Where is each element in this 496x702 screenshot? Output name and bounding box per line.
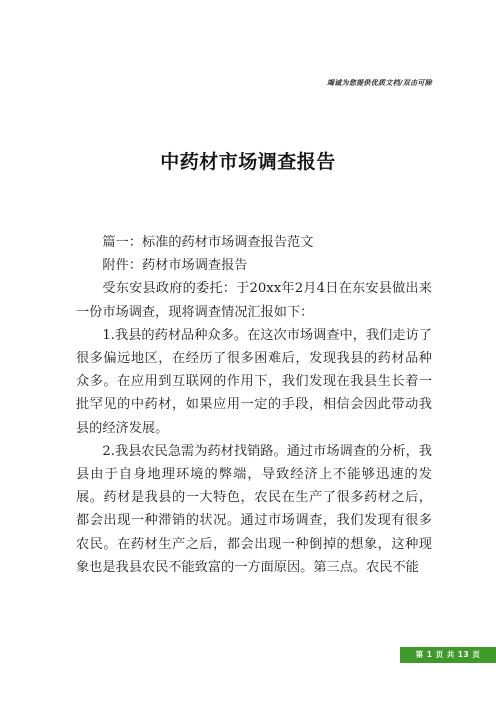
header-note: 竭诚为您提供优质文档/双击可除 xyxy=(326,79,432,87)
paragraph-point-2: 2.我县农民急需为药材找销路。通过市场调查的分析，我县由于自身地理环境的弊端，导致经济上不能够迅速的发展。药材是我县的一大特色，农民在生产了很多药材之后，都会出现一种滞销的状况。通过市场调查，我们发现有很多农民。在药材生产之后，都会出现一种倒掉的想象，这种现象也是我县农民不能致富的一方面原因。第三点。农民不能 xyxy=(76,443,432,575)
paragraph-attachment: 附件：药材市场调查报告 xyxy=(102,258,248,274)
paragraph-section-heading: 篇一：标准的药材市场调查报告范文 xyxy=(102,235,314,250)
paragraph-intro: 受东安县政府的委托：于20xx年2月4日在东安县做出来一份市场调查，现将调查情况汇报如下： xyxy=(76,281,432,320)
paragraph-point-1: 1.我县的药材品种众多。在这次市场调查中，我们走访了很多偏远地区，在经历了很多困难后，发现我县的药材品种众多。在应用到互联网的作用下，我们发现在我县生长着一批罕见的中药材，如果应用一定的手段，相信会因此带动我县的经济发展。 xyxy=(76,327,432,436)
document-title: 中药材市场调查报告 xyxy=(160,151,336,173)
document-body xyxy=(76,231,432,579)
page-number-badge: 第 1 页 共 13 页 xyxy=(400,647,496,663)
